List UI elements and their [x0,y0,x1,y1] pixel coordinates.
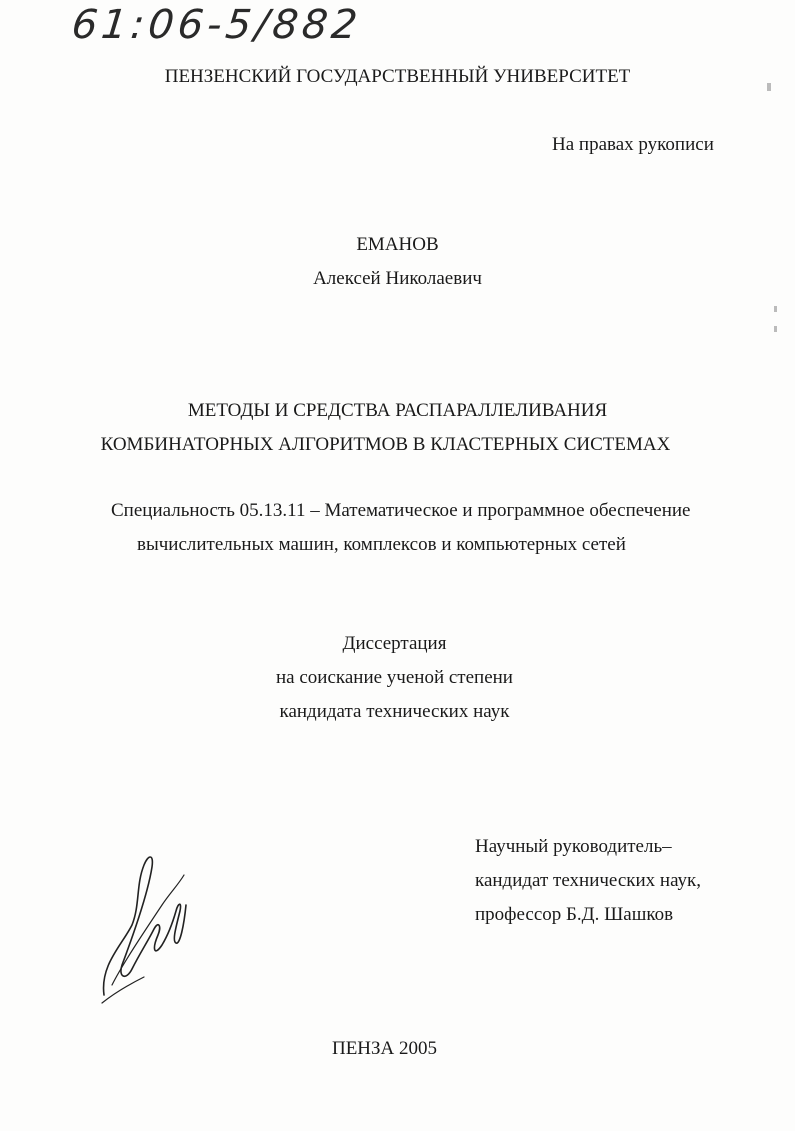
archive-number-handwritten: 61:06-5/882 [69,2,364,48]
scan-speck [767,83,771,91]
manuscript-rights: На правах рукописи [552,134,714,155]
author-given-names: Алексей Николаевич [313,268,482,289]
degree-line-3: кандидата технических наук [279,701,510,722]
supervisor-line-3: профессор Б.Д. Шашков [475,904,674,925]
scan-speck [774,326,777,332]
scan-speck [774,306,777,312]
title-line-2: КОМБИНАТОРНЫХ АЛГОРИТМОВ В КЛАСТЕРНЫХ СИСТЕМАХ [100,434,671,455]
degree-line-1: Диссертация [342,633,447,654]
author-surname: ЕМАНОВ [356,234,439,255]
supervisor-line-2: кандидат технических наук, [475,870,702,891]
specialty-line-1: Специальность 05.13.11 – Математическое и программное обеспечение [111,500,691,521]
degree-line-2: на соискание ученой степени [276,667,513,688]
university-name: ПЕНЗЕНСКИЙ ГОСУДАРСТВЕННЫЙ УНИВЕРСИТЕТ [164,66,631,87]
supervisor-line-1: Научный руководитель– [475,836,672,857]
title-line-1: МЕТОДЫ И СРЕДСТВА РАСПАРАЛЛЕЛИВАНИЯ [187,400,608,421]
supervisor-signature [92,845,192,1015]
city-year: ПЕНЗА 2005 [331,1038,438,1059]
specialty-line-2: вычислительных машин, комплексов и компьютерных сетей [137,534,626,555]
